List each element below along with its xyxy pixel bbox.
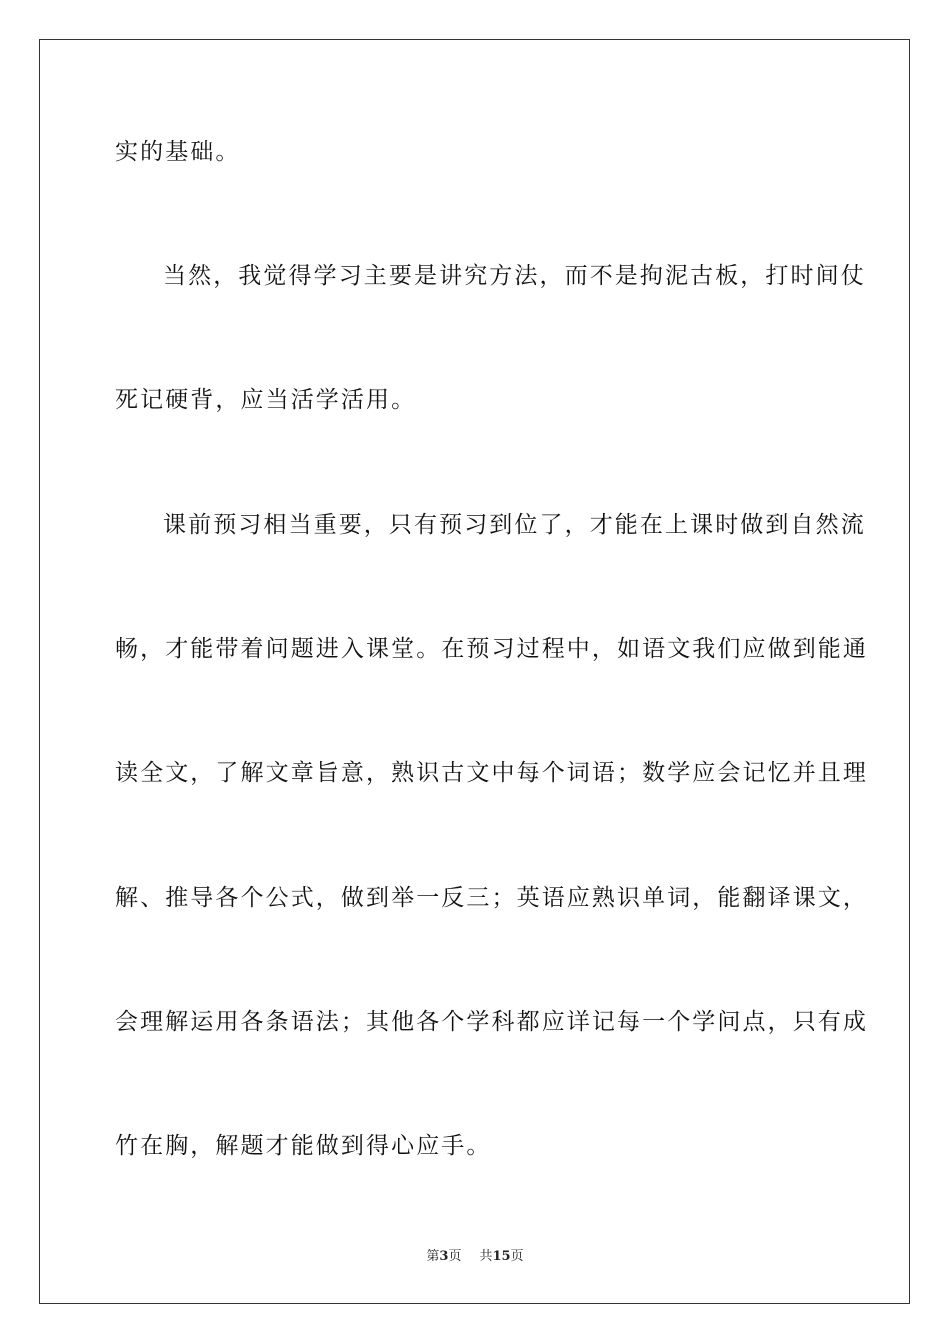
total-pages: 15 — [492, 1249, 511, 1264]
paragraph-2-line-1: 课前预习相当重要，只有预习到位了，才能在上课时做到自然流 — [163, 512, 866, 538]
paragraph-1-line-1: 当然，我觉得学习主要是讲究方法，而不是拘泥古板，打时间仗 — [163, 263, 866, 289]
page-footer — [0, 1249, 950, 1265]
paragraph-2-line-4: 解、推导各个公式，做到举一反三；英语应熟识单词，能翻译课文， — [115, 885, 868, 911]
page-label-prefix: 第 — [426, 1249, 440, 1264]
body-text-line-1: 实的基础。 — [115, 139, 241, 165]
paragraph-2-line-5: 会理解运用各条语法；其他各个学科都应详记每一个学问点，只有成 — [115, 1009, 868, 1035]
total-label-suffix: 页 — [510, 1249, 524, 1264]
paragraph-2-line-6: 竹在胸，解题才能做到得心应手。 — [115, 1133, 492, 1159]
paragraph-1-line-2: 死记硬背，应当活学活用。 — [115, 387, 417, 413]
page-label-suffix: 页 — [448, 1249, 462, 1264]
page-border — [39, 39, 910, 1304]
paragraph-2-line-2: 畅，才能带着问题进入课堂。在预习过程中，如语文我们应做到能通 — [115, 636, 868, 662]
total-label-prefix: 共 — [479, 1249, 493, 1264]
paragraph-2-line-3: 读全文，了解文章旨意，熟识古文中每个词语；数学应会记忆并且理 — [115, 760, 868, 786]
page-number: 3 — [439, 1249, 449, 1264]
